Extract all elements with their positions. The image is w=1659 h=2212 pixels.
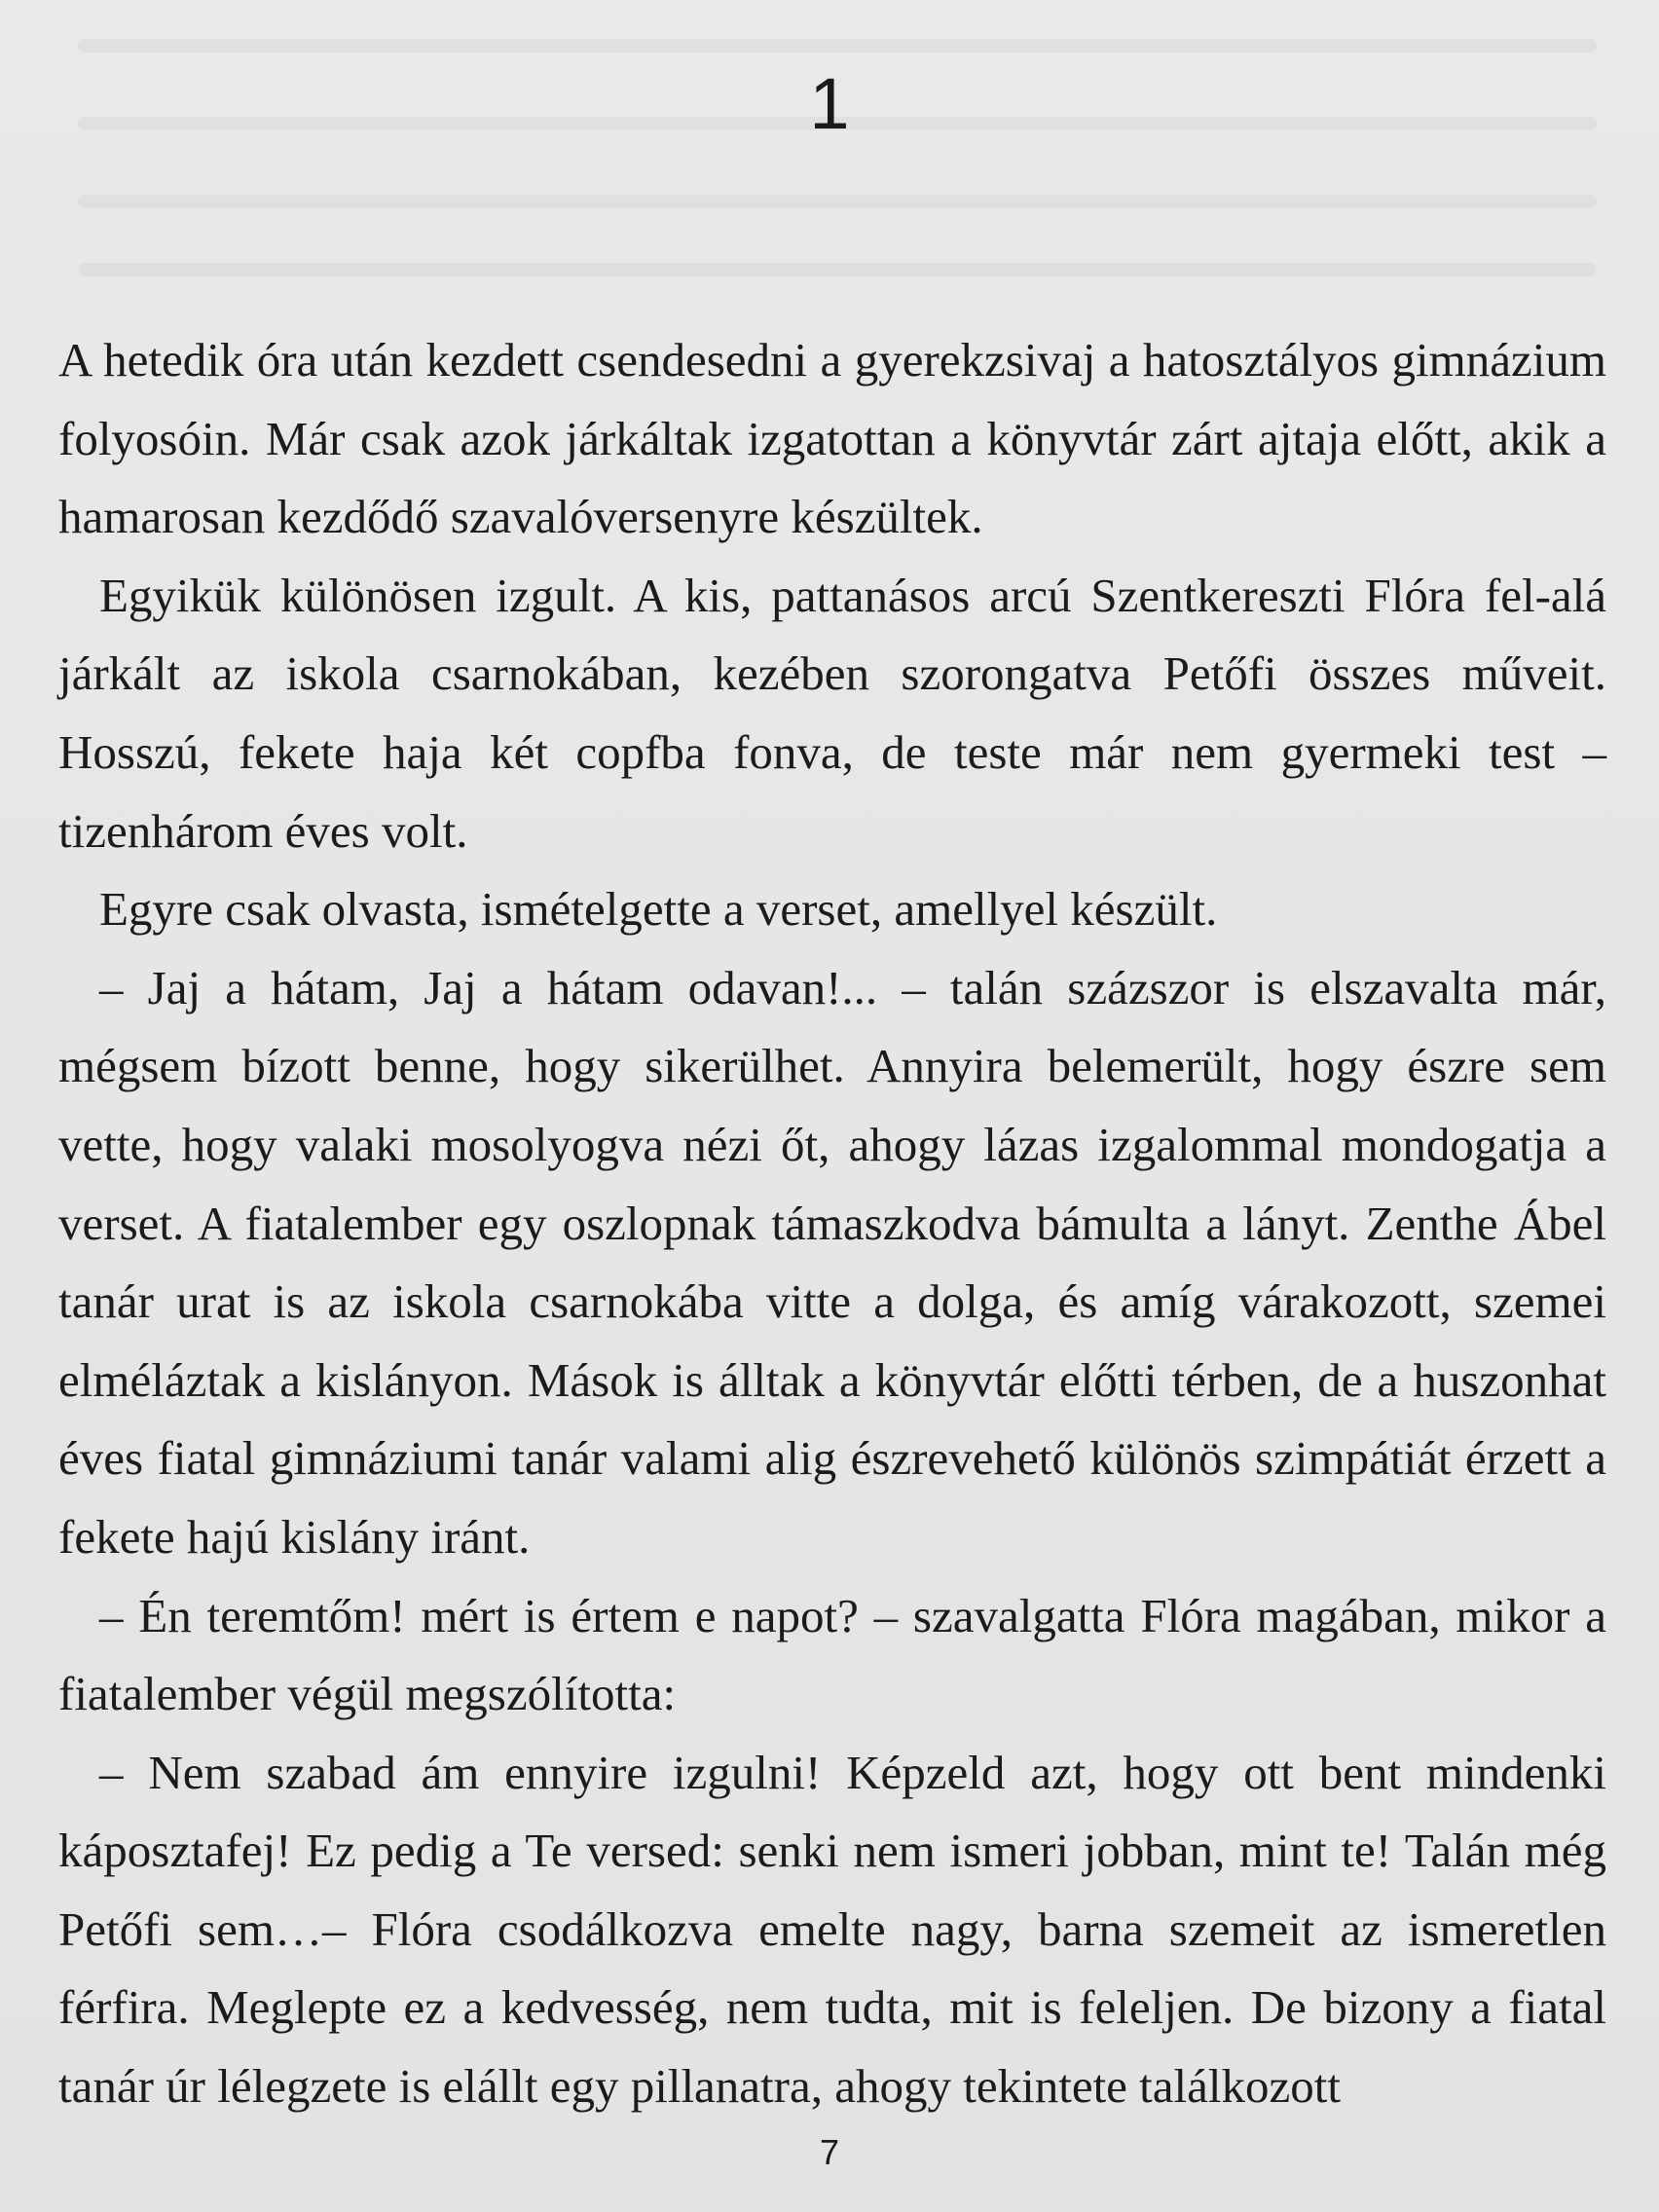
- paragraph: A hetedik óra után kezdett csendesedni a gyerekzsivaj a hatosztályos gimnázium folyosóin. Már csak azok járkáltak izgatottan a könyvtár zárt ajtaja előtt, akik a hamarosan kezdődő szavalóversenyre készültek.: [58, 333, 1606, 544]
- paragraph: – Nem szabad ám ennyire izgulni! Képzeld azt, hogy ott bent mindenki káposztafej! Ez pedig a Te versed: senki nem ismeri jobban, mint te! Talán még Petőfi sem…– Flóra csodálkozva emelte nagy, barna szemeit az ismeretlen férfira. Meglepte ez a kedvesség, nem tudta, mit is feleljen. De bizony a fiatal tanár úr lélegzete is elállt egy pillanatra, ahogy tekintete találkozott: [58, 1745, 1606, 2114]
- chapter-number: 1: [809, 63, 850, 144]
- paragraph: Egyre csak olvasta, ismételgette a verset, amellyel készült.: [99, 882, 1218, 937]
- page-number: 7: [819, 2132, 840, 2172]
- bleed-through-line: [78, 195, 1597, 208]
- paragraph: Egyikük különösen izgult. A kis, pattanásos arcú Szentkereszti Flóra fel-alá járkált az iskola csarnokában, kezében szorongatva Petőfi összes műveit. Hosszú, fekete haja két copfba fonva, de teste már nem gyermeki test – tizenhárom éves volt.: [58, 568, 1606, 858]
- bleed-through-line: [78, 39, 1597, 53]
- bleed-through-line: [78, 263, 1597, 276]
- body-text: [58, 321, 1606, 2126]
- paragraph: – Jaj a hátam, Jaj a hátam odavan!... – talán százszor is elszavalta már, mégsem bízott benne, hogy sikerülhet. Annyira belemerült, hogy észre sem vette, hogy valaki mosolyogva nézi őt, ahogy lázas izgalommal mondogatja a verset. A fiatalember egy oszlopnak támaszkodva bámulta a lányt. Zenthe Ábel tanár urat is az iskola csarnokába vitte a dolga, és amíg várakozott, szemei elméláztak a kislányon. Mások is álltak a könyvtár előtti térben, de a huszonhat éves fiatal gimnáziumi tanár valami alig észrevehető különös szimpátiát érzett a fekete hajú kislány iránt.: [58, 960, 1606, 1564]
- paragraph: – Én teremtőm! mért is értem e napot? – szavalgatta Flóra magában, mikor a fiatalember végül megszólította:: [58, 1588, 1606, 1721]
